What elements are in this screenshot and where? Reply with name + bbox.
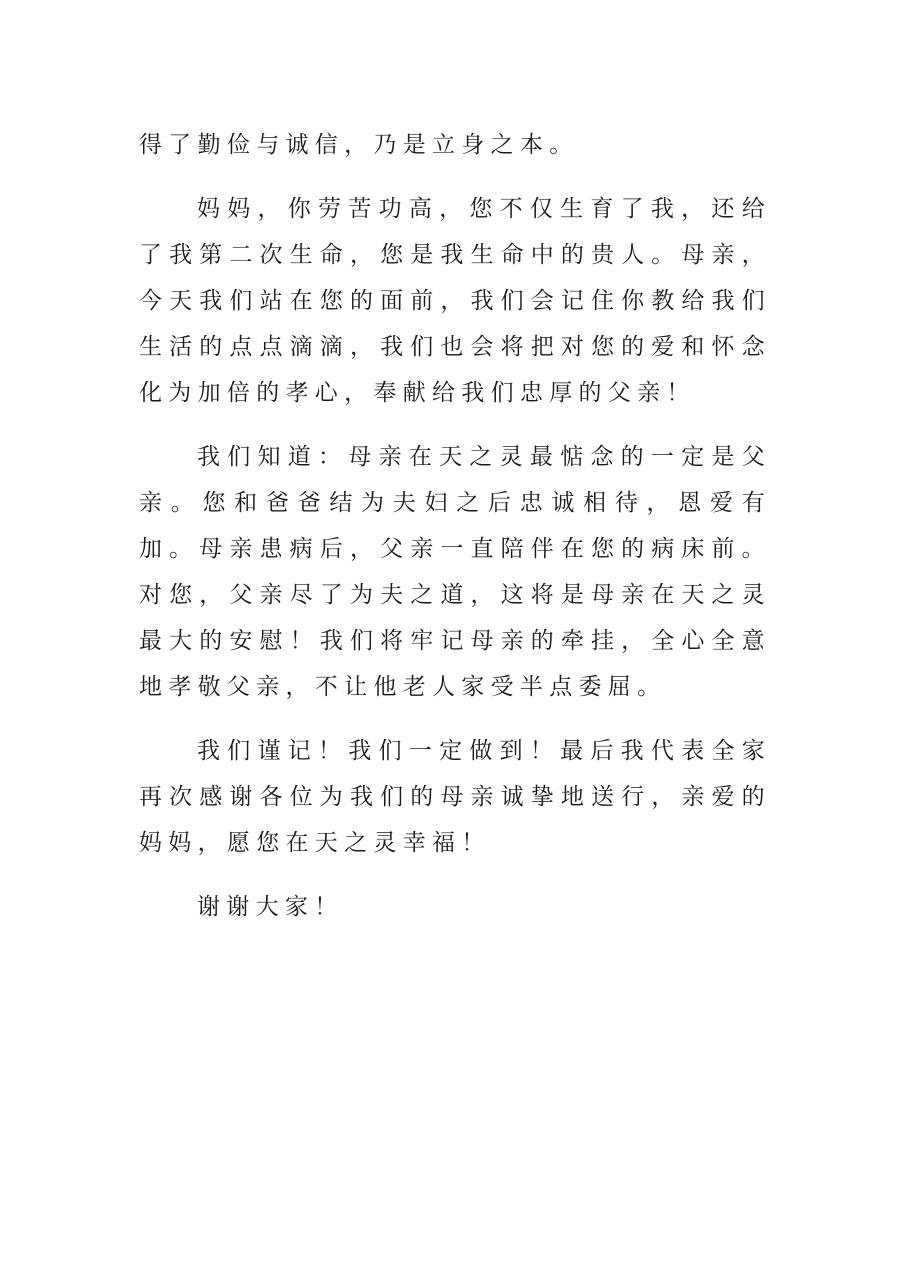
paragraph-father-care: 我们知道：母亲在天之灵最惦念的一定是父亲。您和爸爸结为夫妇之后忠诚相待，恩爱有加。母亲患病后，父亲一直陪伴在您的病床前。对您，父亲尽了为夫之道，这将是母亲在天之灵最大的安慰！我们将牢记母亲的牵挂，全心全意地孝敬父亲，不让他老人家受半点委屈。 (139, 444, 771, 700)
document-body (139, 122, 771, 948)
paragraph-continuation: 得了勤俭与诚信，乃是立身之本。 (139, 132, 579, 158)
paragraph-thank-you: 谢谢大家！ (197, 894, 344, 920)
paragraph-closing-thanks: 我们谨记！我们一定做到！最后我代表全家再次感谢各位为我们的母亲诚挚地送行，亲爱的妈妈，愿您在天之灵幸福！ (139, 738, 771, 856)
paragraph-mother-gratitude: 妈妈，你劳苦功高，您不仅生育了我，还给了我第二次生命，您是我生命中的贵人。母亲，今天我们站在您的面前，我们会记住你教给我们生活的点点滴滴，我们也会将把对您的爱和怀念化为加倍的孝心，奉献给我们忠厚的父亲！ (139, 196, 771, 406)
